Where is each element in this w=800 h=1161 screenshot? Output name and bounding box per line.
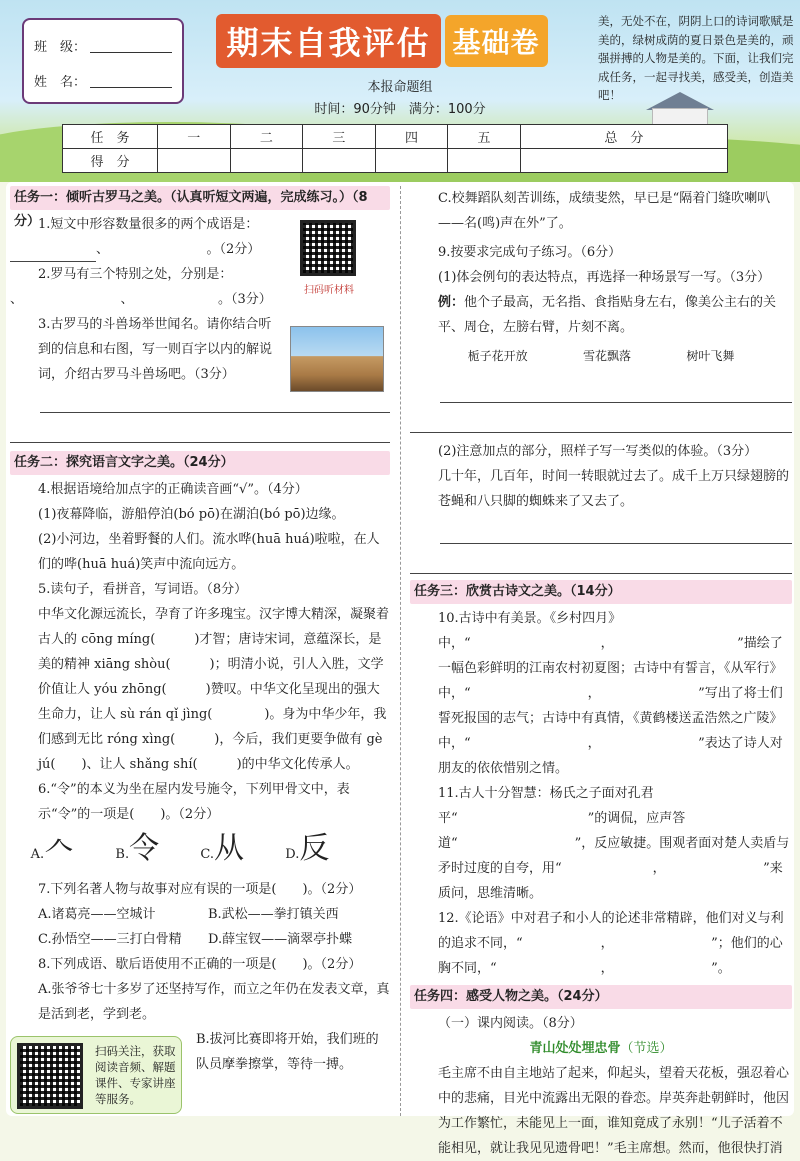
q6-option-c[interactable]	[200, 827, 244, 877]
score-cell: 得 分	[63, 149, 158, 173]
option-letter: C.	[200, 847, 214, 862]
qr-label: 扫码听材料	[304, 285, 354, 296]
score-input[interactable]	[448, 149, 521, 173]
q10-text: 10.古诗中有美景。《乡村四月》中，“ ， ”描绘了一幅色彩鲜明的江南农村初夏图；古诗中有誓言，《从军行》中，“ ， ”写出了将士们誓死报国的志气；古诗中有真情，《黄鹤楼送孟浩然之广陵》中，“ ， ”表达了诗人对朋友的依依惜别之情。	[438, 611, 783, 776]
answer-line[interactable]	[440, 520, 792, 544]
option-letter: B.	[115, 847, 130, 862]
answer-line[interactable]	[10, 419, 390, 443]
q6-option-a[interactable]	[31, 827, 75, 877]
q9-scenes	[410, 340, 792, 373]
option-letter: D.	[285, 847, 300, 862]
article-title-text: 青山处处埋忠骨	[529, 1041, 621, 1056]
scene-option: 雪花飘落	[582, 349, 631, 363]
q9-part1: (1)体会例句的表达特点，再选择一种场景写一写。（3分）	[438, 270, 771, 285]
score-input[interactable]	[158, 149, 231, 173]
task4-heading: 任务四：感受人物之美。（24分）	[410, 985, 792, 1009]
q2-blanks: 、 、 。（3分）	[10, 292, 272, 307]
name-label: 姓 名：	[34, 75, 87, 90]
service-qr-code[interactable]	[17, 1043, 83, 1109]
q5-text: 5.读句子，看拼音，写词语。（8分）	[38, 582, 248, 597]
q9-text: 9.按要求完成句子练习。（6分）	[438, 245, 622, 260]
part1-heading: （一）课内阅读。（8分）	[438, 1016, 583, 1031]
q7-text: 7.下列名著人物与故事对应有误的一项是( )。（2分）	[38, 882, 362, 897]
q7-options	[10, 902, 390, 952]
score-input[interactable]	[230, 149, 303, 173]
column-divider	[400, 186, 401, 1116]
q2-text: 2.罗马有三个特别之处，分别是：	[38, 267, 233, 282]
scene-option: 树叶飞舞	[686, 349, 735, 363]
class-label: 班 级：	[34, 40, 87, 55]
score-cell: 任 务	[63, 125, 158, 149]
score-table	[62, 124, 728, 173]
title-tag: 基础卷	[445, 15, 548, 67]
oracle-glyph-icon: 反	[299, 831, 330, 866]
intro-poem: 美，无处不在，阴阴上口的诗词歌赋是美的，绿树成荫的夏日景色是美的，顽强拼搏的人物是美的。下面，让我们完成任务，一起寻找美，感受美，创造美吧！	[598, 14, 794, 102]
q1-blank-text: 、 。（2分）	[96, 242, 261, 257]
q9-part2-text: 几十年，几百年，时间一转眼就过去了。成千上万只绿翅膀的苍蝇和八只脚的蜘蛛来了又去了。	[438, 469, 790, 509]
colosseum-photo	[290, 326, 384, 392]
q4-sentence-2: (2)小河边，坐着野餐的人们。流水哗(huā huá)啦啦，在人们的哗(huā huá)笑声中流向远方。	[38, 532, 380, 572]
example-text: 他个子最高，无名指、食指贴身左右，像美公主右的关平、周仓，左膀右臂，片刻不离。	[438, 295, 777, 335]
score-input[interactable]	[375, 149, 448, 173]
author-org: 本报命题组	[367, 80, 433, 95]
q7-option[interactable]: D.薛宝钗——滴翠亭扑蝶	[208, 932, 353, 947]
q1-blank[interactable]	[10, 244, 96, 262]
answer-line[interactable]	[410, 550, 792, 574]
q7-option[interactable]: A.诸葛亮——空城计	[38, 907, 156, 922]
page-title	[206, 14, 558, 68]
q6-option-b[interactable]	[115, 827, 159, 877]
score-table-row	[63, 149, 728, 173]
q1-blanks	[10, 237, 282, 262]
score-cell: 四	[375, 125, 448, 149]
footer-text: 扫码关注，获取阅读音频、解题课件、专家讲座等服务。	[95, 1044, 176, 1106]
footer-qr-panel	[10, 1036, 182, 1114]
q11-text: 11.古人十分智慧：杨氏之子面对孔君平“ ”的调侃，应声答道“ ”，反应敏捷。围观者面对楚人卖盾与矛时过度的自夸，用“ ， ”来质问，思维清晰。	[438, 786, 790, 901]
q8-option-a[interactable]: A.张爷爷七十多岁了还坚持写作，而立之年仍在发表文章，真是活到老，学到老。	[38, 982, 390, 1022]
score-cell: 五	[448, 125, 521, 149]
score-table-header	[63, 125, 728, 149]
q6-option-d[interactable]	[285, 827, 329, 877]
answer-line[interactable]	[40, 389, 390, 413]
answer-line[interactable]	[440, 379, 792, 403]
q8-text: 8.下列成语、歇后语使用不正确的一项是( )。（2分）	[38, 957, 362, 972]
q6-options	[10, 827, 390, 877]
class-row	[34, 36, 172, 55]
score-input[interactable]	[303, 149, 376, 173]
oracle-glyph-icon: 从	[214, 831, 244, 866]
score-cell: 三	[303, 125, 376, 149]
q7-option[interactable]: C.孙悟空——三打白骨精	[38, 932, 182, 947]
q7-option[interactable]: B.武松——拳打镇关西	[208, 907, 339, 922]
q6-text: 6.“令”的本义为坐在屋内发号施令，下列甲骨文中，表示“令”的一项是( )。（2分）	[38, 782, 350, 822]
answer-line[interactable]	[410, 409, 792, 433]
article-text: 毛主席不由自主地站了起来，仰起头，望着天花板，强忍着心中的悲痛，目光中流露出无限的眷恋。岸英奔赴朝鲜时，他因为工作繁忙，未能见上一面，谁知竟成了永别！“儿子活着不能相见，就让我见见遗骨吧！”毛主席想。然而，他很快打消	[438, 1066, 790, 1156]
task1-heading: 任务一：倾听古罗马之美。（认真听短文两遍，完成练习。）（8分）	[10, 186, 390, 210]
q4-sentence-1: (1)夜幕降临，游船停泊(bó pō)在湖泊(bó pō)边缘。	[38, 507, 345, 522]
example-label: 例：	[438, 295, 465, 310]
article-title	[410, 1036, 792, 1061]
q4-text: 4.根据语境给加点字的正确读音画“√”。（4分）	[38, 482, 308, 497]
q12-text: 12.《论语》中对君子和小人的论述非常精辟，他们对义与利的追求不同，“ ， ”；他们的心胸不同，“ ， ”。	[438, 911, 784, 976]
score-cell: 二	[230, 125, 303, 149]
right-column	[410, 186, 792, 1161]
scene-option: 栀子花开放	[467, 349, 528, 363]
article-note: （节选）	[620, 1041, 673, 1056]
score-cell: 一	[158, 125, 231, 149]
q9-example	[410, 290, 792, 340]
class-field[interactable]	[90, 39, 172, 53]
listening-qr-code[interactable]	[300, 220, 356, 276]
task3-heading: 任务三：欣赏古诗文之美。（14分）	[410, 580, 792, 604]
q9-part2: (2)注意加点的部分，照样子写一写类似的体验。（3分）	[438, 444, 758, 459]
q5-passage: 中华文化源远流长，孕育了许多瑰宝。汉字博大精深，凝聚着古人的 cōng míng( )才智；唐诗宋词，意蕴深长，是美的精神 xiāng shòu( )；明清小说，引人入胜，文学价值让人 yóu zhōng( )赞叹。中华文化呈现出的强大生命力，让人 sù rán qǐ jìng( )。身为中华少年，我们感到无比 róng xìng( )，今后，我们更要争做有 gè jú( )、让人 shǎng shí( )的中华文化传承人。	[38, 607, 390, 772]
score-input[interactable]	[520, 149, 727, 173]
q8-option-c[interactable]: C.校舞蹈队刻苦训练，成绩斐然，早已是“隔着门缝吹喇叭——名(鸣)声在外”了。	[438, 191, 771, 231]
left-column	[10, 186, 390, 1077]
oracle-glyph-icon: 令	[129, 831, 160, 866]
time-score: 时间：90分钟 满分：100分	[314, 102, 486, 117]
score-cell: 总 分	[520, 125, 727, 149]
q8-option-b[interactable]: B.拔河比赛即将开始，我们班的队员摩拳擦掌，等待一搏。	[196, 1032, 379, 1072]
option-letter: A.	[30, 847, 45, 862]
title-main: 期末自我评估	[216, 14, 440, 68]
task2-heading: 任务二：探究语言文字之美。（24分）	[10, 451, 390, 475]
q3-text: 3.古罗马的斗兽场举世闻名。请你结合听到的信息和右图，写一则百字以内的解说词，介绍古罗马斗兽场吧。（3分）	[38, 317, 273, 382]
oracle-glyph-icon: 𠆢	[44, 831, 75, 866]
q1-text: 1.短文中形容数量很多的两个成语是：	[38, 217, 259, 232]
